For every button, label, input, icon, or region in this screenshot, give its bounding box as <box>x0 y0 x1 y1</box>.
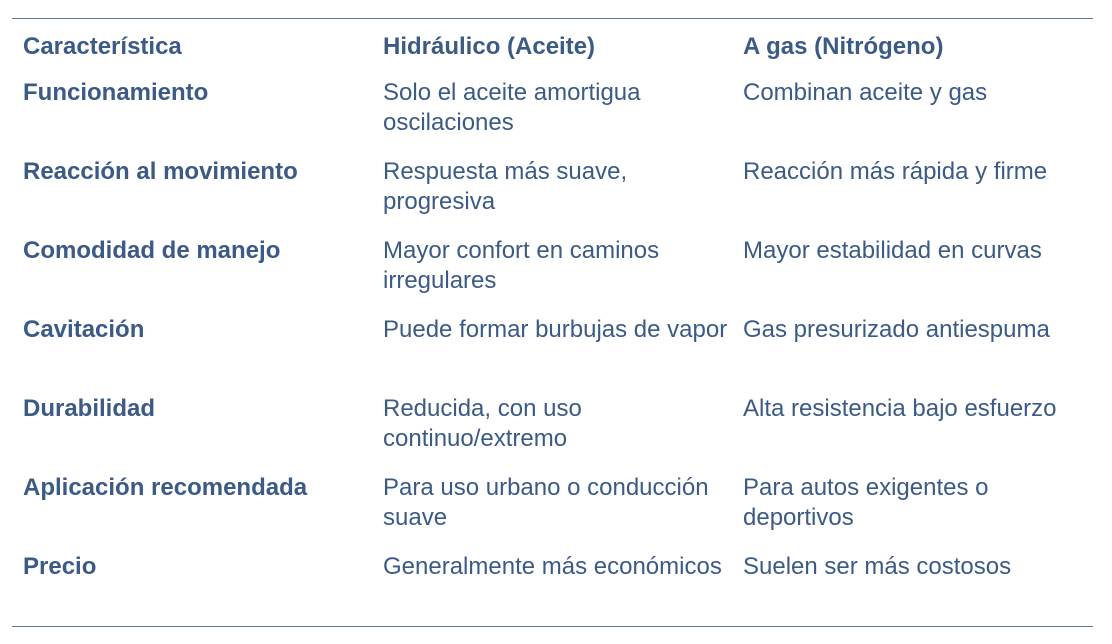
hidraulico-cell: Puede formar burbujas de vapor <box>383 316 728 343</box>
table-row <box>12 146 1093 225</box>
gas-cell: Gas presurizado antiespuma <box>743 316 1050 343</box>
table-header-row <box>12 19 1093 70</box>
hidraulico-cell: Generalmente más económicos <box>383 553 722 580</box>
comparison-table <box>12 18 1093 620</box>
gas-cell: Alta resistencia bajo esfuerzo <box>743 395 1057 422</box>
gas-cell: Reacción más rápida y firme <box>743 158 1048 185</box>
row-label: Precio <box>23 553 97 580</box>
table-row <box>12 70 1093 146</box>
table-row <box>12 462 1093 541</box>
hidraulico-cell: Reducida, con uso continuo/extremo <box>383 395 582 452</box>
gas-cell: Para autos exigentes o deportivos <box>743 474 989 531</box>
gas-cell: Suelen ser más costosos <box>743 553 1012 580</box>
table-row <box>12 304 1093 383</box>
header-caracteristica: Característica <box>23 33 182 60</box>
row-label: Durabilidad <box>23 395 156 422</box>
table-row <box>12 383 1093 462</box>
row-label: Cavitación <box>23 316 145 343</box>
header-gas: A gas (Nitrógeno) <box>743 33 944 60</box>
table-row <box>12 541 1093 620</box>
row-label: Reacción al movimiento <box>23 158 298 185</box>
row-label: Funcionamiento <box>23 79 209 106</box>
hidraulico-cell: Para uso urbano o conducción suave <box>383 474 709 531</box>
header-hidraulico: Hidráulico (Aceite) <box>383 33 596 60</box>
table-row <box>12 225 1093 304</box>
hidraulico-cell: Solo el aceite amortigua oscilaciones <box>383 79 641 136</box>
hidraulico-cell: Mayor confort en caminos irregulares <box>383 237 660 294</box>
hidraulico-cell: Respuesta más suave, progresiva <box>383 158 628 215</box>
row-label: Aplicación recomendada <box>23 474 308 501</box>
gas-cell: Mayor estabilidad en curvas <box>743 237 1042 264</box>
row-label: Comodidad de manejo <box>23 237 281 264</box>
gas-cell: Combinan aceite y gas <box>743 79 988 106</box>
table-bottom-rule <box>12 626 1093 627</box>
